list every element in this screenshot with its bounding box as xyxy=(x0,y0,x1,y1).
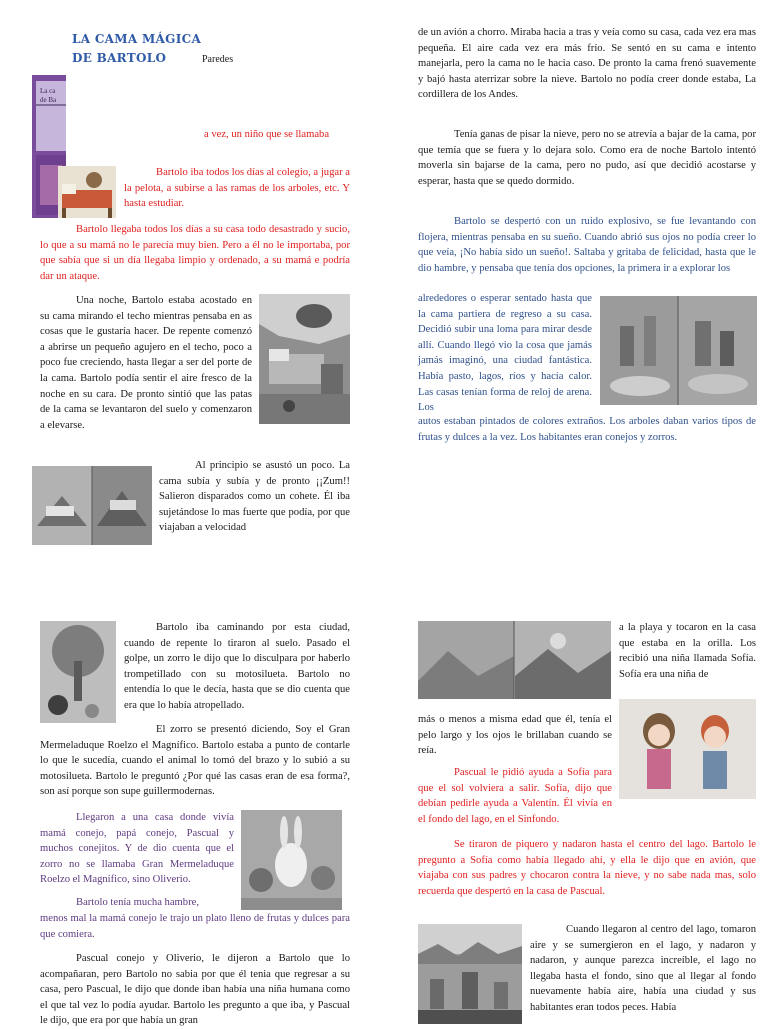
bed-illustration xyxy=(58,166,116,218)
paragraph-pascual: Pascual conejo y Oliverio, le dijeron a Bartolo que lo acompañaran, pero Bartolo no sabia por que él tenia que regresar a su casa, pero Pascual, le dijo que donde iban había una niña humana como el que tal vez lo podía ayudar. Bartolo les pregunto a que iba, y Pascual le dijo, que era por que había un gran xyxy=(40,953,350,1027)
paragraph-avion: de un avión a chorro. Miraba hacia a tras y veía como su casa, cada vez era mas pequeña. El aire cada vez era más frío. Se sentó en su cama e intento manejarla, pero la cama no le hacia caso. De pronto la cama frenó suavemente y bajó hasta aterrizar sobre la nieve. Bartolo no podía creer donde estaba, La cordillera de los Andes. xyxy=(418,27,756,101)
text-fragment-nino: a vez, un niño que se llamaba xyxy=(204,129,330,140)
paragraph-piquero: Se tiraron de piquero y nadaron hasta el centro del lago. Bartolo le pregunto a Sofía como había llegado ahí, y ella le dijo que en avión, que viajaba con sus padres y chocaron contra la nieve, y no sabe nada mas, solo recuerda que despertó en la casa de Pascual. xyxy=(418,839,756,897)
paragraph-alrededores: alrededores o esperar sentado hasta que la cama partiera de regreso a su casa. Decidió subir una loma para mirar desde allí. Cuando llegó vio la cosa que jamás jamás imaginó, una ciudad fantástica. Había pasto, lagos, ríos y hacía calor. Las casas tenían forma de reloj de arena. Los xyxy=(418,293,592,414)
paragraph-colegio: Bartolo iba todos los días al colegio, a jugar a la pelota, a subirse a las ramas de los arboles, etc. Y hasta estudiar. xyxy=(124,167,350,210)
sofia-illustration xyxy=(619,699,756,799)
title-line-2: DE BARTOLO xyxy=(72,51,167,65)
beach-spread-illustration xyxy=(418,621,611,699)
paragraph-hambre-b: menos mal la mamá conejo le trajo un plato lleno de frutas y dulces para que comiera. xyxy=(40,913,350,940)
title-line-1: LA CAMA MÁGICA xyxy=(72,32,202,46)
paragraph-noche: Una noche, Bartolo estaba acostado en su cama mirando el techo mientras pensaba en as cosas que le gustaría hacer. De repente comenzó a abrirse un pequeño agujero en el techo, poco a poco fue creciendo, hasta llegar a ser del porte de la cama. Bartolo podía sentir el aire fresco de la noche en su cara. De pronto sintió que las patas de la cama se levantaron del suelo y comenzaron a elevarse. xyxy=(40,295,252,431)
book-cover-text-1: La ca xyxy=(40,87,56,95)
fantastic-city-illustration xyxy=(600,296,757,405)
paragraph-principio: Al principio se asustó un poco. La cama subía y subía y de pronto ¡¡Zum!! Salieron disparados como un cohete. Él iba sujetándose lo mas fuerte que podía, por que viajaban a velocidad xyxy=(159,460,350,534)
paragraph-playa-a: a la playa y tocaron en la casa que estaba en la orilla. Los recibió una niña llamada Sofía. Sofía era una niña de xyxy=(619,622,756,680)
paragraph-nieve: Tenía ganas de pisar la nieve, pero no se atrevía a bajar de la cama, por que temía que se fuera y lo dejara solo. Como era de noche Bartolo intentó moverla sin bajarse de la cama, pero no pudo, así que decidió acostarse y esperar, hasta que se quedo dormido. xyxy=(418,129,756,187)
paragraph-desperto: Bartolo se despertó con un ruido explosivo, se fue levantando con flojera, mientras pensaba en su sueño. Cuando abrió sus ojos no podía creer lo que veía, ¡No había sido un sueño!. Saltaba y gritaba de felicidad, hasta que le dio hambre, y pensaba que tenía dos opciones, la primera ir a explorar los xyxy=(418,216,756,274)
paragraph-conejo: Llegaron a una casa donde vivía mamá conejo, papá conejo, Pascual y muchos conejitos. Y de dio cuenta que el zorro no se llamaba Gran Mermeladuque Roelzo el Magnífico, sino Oliverio. xyxy=(40,812,234,886)
paragraph-desastrado: Bartolo llegaba todos los días a su casa todo desastrado y sucio, lo que a su mamá no le parecía muy bien. Pero a él no le importaba, por que sabía que si un día llegaba limpio y ordenado, a su mamá e podría dar un ataque. xyxy=(40,224,350,282)
underwater-city-illustration xyxy=(418,924,522,1024)
paragraph-caminando: Bartolo iba caminando por esta ciudad, cuando de repente lo tiraron al suelo. Pasado el golpe, un zorro le dijo que lo disculpara por haberlo trompetillado con su motosilueta. Bartolo no entendía lo que le decía, hasta que se dio cuenta que era que lo había atropellado. xyxy=(124,622,350,711)
paragraph-playa-b: más o menos a misma edad que él, tenía el pelo largo y los ojos le brillaban cuando se reía. xyxy=(418,714,612,757)
book-cover-text-2: de Ba xyxy=(40,96,57,104)
rabbit-family-illustration xyxy=(241,810,342,910)
paragraph-hambre-a: Bartolo tenía mucha hambre, xyxy=(76,897,199,908)
paragraph-lago: Cuando llegaron al centro del lago, tomaron aire y se sumergieron en el lago, y nadaron y nadaron, y aunque parezca increíble, el lago no llegaba hasta el fondo, sino que al llegar al fondo nuevamente había aire, había una ciudad y sus habitantes eran todos peces. Había xyxy=(530,924,756,1013)
text-fragment-paredes: Paredes xyxy=(202,54,234,65)
paragraph-autos: autos estaban pintados de colores extraños. Los arboles daban varios tipos de frutas y dulces a la vez. Los habitantes eran conejos y zorros. xyxy=(418,416,756,443)
bedroom-illustration xyxy=(259,294,350,424)
paragraph-sofia: Pascual le pidió ayuda a Sofía para que el sol volviera a salir. Sofía, dijo que debían pedirle ayuda a Valentín. Él vivía en el fondo del lago, en el Sinfondo. xyxy=(418,767,612,825)
story-title xyxy=(72,30,201,68)
flying-bed-illustration xyxy=(32,466,152,545)
paragraph-zorro: El zorro se presentó diciendo, Soy el Gran Mermeladuque Roelzo el Magnífico. Bartolo estaba a punto de contarle lo que le sucedía, cuando el animal lo tomó del brazo y lo subió a su motosilueta. Bartolo le preguntó ¿Por qué las casas eran de esa forma?, son así porque son supe guillermodernas. xyxy=(40,724,350,798)
fox-motorcycle-illustration xyxy=(40,621,116,723)
